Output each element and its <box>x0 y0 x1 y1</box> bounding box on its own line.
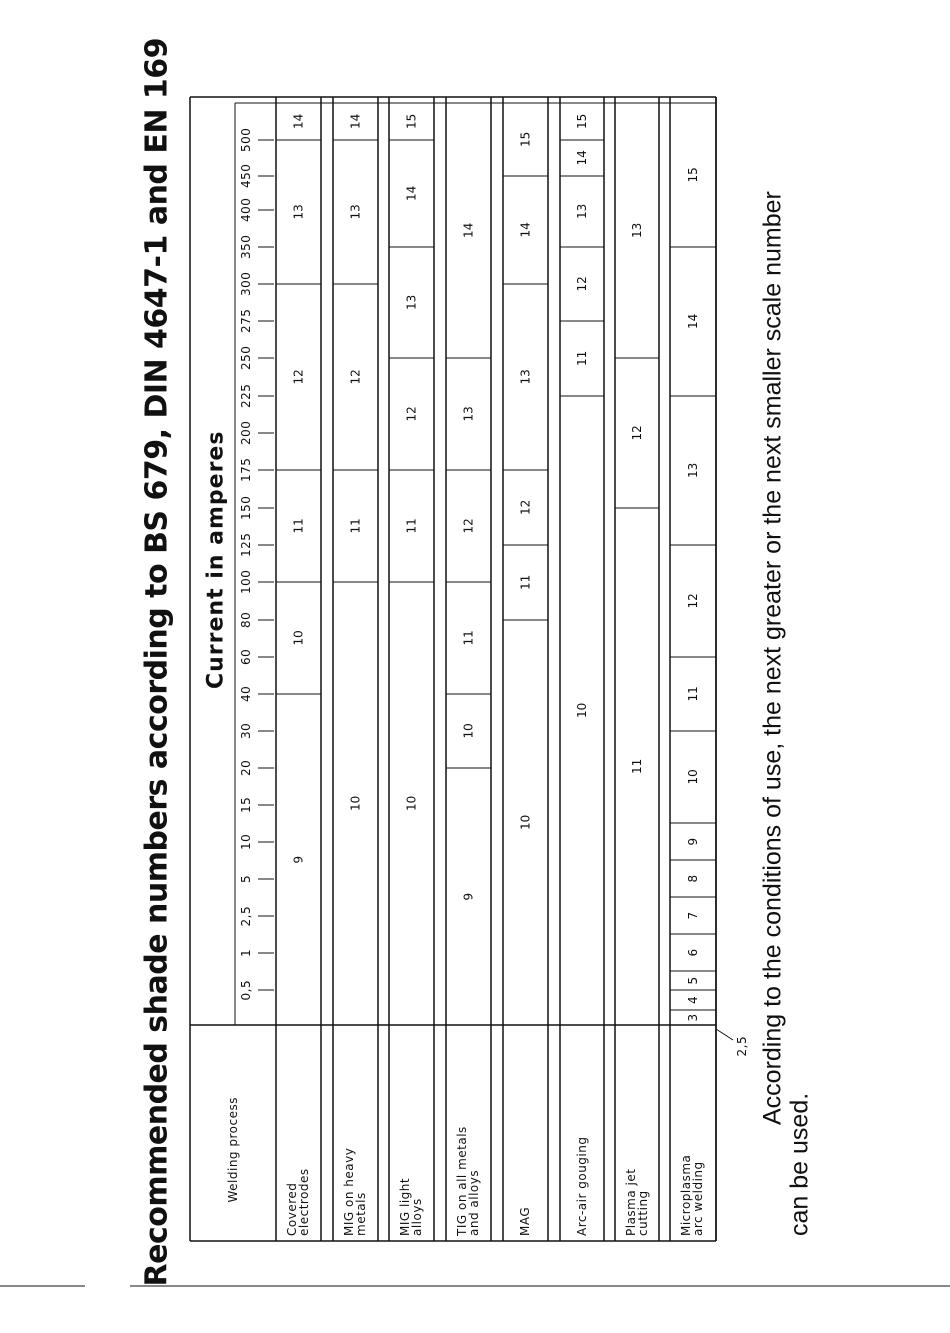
footnote-line-1: According to the conditions of use, the next greater or the next smaller scale number <box>758 191 787 1125</box>
footnote-line-2: can be used. <box>785 1092 814 1236</box>
shade-number: 14 <box>575 150 589 166</box>
shade-number: 11 <box>291 518 306 534</box>
shade-number: 5 <box>686 976 700 985</box>
shade-number: 13 <box>630 222 644 238</box>
shade-number: 13 <box>404 294 419 310</box>
shade-number: 13 <box>686 462 700 478</box>
shade-number: 12 <box>461 518 476 534</box>
scale-label: 0,5 <box>239 979 253 1001</box>
shade-number: 11 <box>461 630 476 646</box>
scale-label: 20 <box>239 759 253 776</box>
shade-number: 9 <box>291 855 306 864</box>
shade-number: 10 <box>348 795 363 811</box>
process-label: Arc-air gouging <box>575 1136 589 1236</box>
scale-label: 225 <box>239 383 253 408</box>
shade-number: 15 <box>518 131 533 147</box>
shade-number: 9 <box>686 837 700 846</box>
shade-number: 15 <box>575 113 589 129</box>
scale-label: 400 <box>239 197 253 222</box>
current-header: Current in amperes <box>203 430 229 689</box>
scale-label: 125 <box>239 532 253 557</box>
shade-number: 14 <box>461 222 476 238</box>
shade-number: 10 <box>518 814 533 830</box>
process-label: MIG light alloys <box>398 1177 424 1236</box>
process-label: MIG on heavy metals <box>342 1147 368 1236</box>
scale-label: 175 <box>239 457 253 482</box>
shade-number: 10 <box>291 630 306 646</box>
scale-label: 350 <box>239 234 253 259</box>
shade-number: 13 <box>518 369 533 385</box>
shade-number: 13 <box>348 204 363 220</box>
shade-number: 10 <box>686 769 700 785</box>
shade-number: 12 <box>686 593 700 609</box>
shade-number: 11 <box>404 518 419 534</box>
shade-number: 11 <box>518 574 533 590</box>
pointer-line <box>716 1029 733 1040</box>
shade-number: 10 <box>404 795 419 811</box>
scale-label: 500 <box>239 127 253 152</box>
shade-number: 15 <box>686 167 700 183</box>
process-label: Microplasma arc welding <box>679 1154 705 1236</box>
shade-number: 14 <box>686 313 700 329</box>
shade-number: 12 <box>404 406 419 422</box>
shade-number: 3 <box>686 1013 700 1022</box>
scale-label: 10 <box>239 833 253 850</box>
process-label: Covered electrodes <box>285 1168 311 1236</box>
scale-label: 1 <box>239 948 253 957</box>
shade-number: 10 <box>461 723 476 739</box>
scale-label: 450 <box>239 163 253 188</box>
shade-number: 13 <box>575 203 589 219</box>
shade-number: 11 <box>575 350 589 366</box>
shade-number: 11 <box>630 758 644 774</box>
scale-label: 300 <box>239 271 253 296</box>
process-label: MAG <box>518 1206 532 1236</box>
shade-number: 12 <box>630 425 644 441</box>
scale-label: 250 <box>239 345 253 370</box>
shade-number: 13 <box>291 204 306 220</box>
shade-number: 12 <box>518 499 533 515</box>
shade-number: 6 <box>686 948 700 957</box>
shade-number: 11 <box>348 518 363 534</box>
shade-number: 9 <box>461 892 476 901</box>
shade-number: 7 <box>686 911 700 920</box>
shade-number: 14 <box>404 185 419 201</box>
scale-label: 150 <box>239 495 253 520</box>
scale-label: 200 <box>239 420 253 445</box>
page-title: Recommended shade numbers according to BS 679, DIN 4647-1 and EN 169 <box>139 37 175 1287</box>
scale-label: 2,5 <box>239 905 253 927</box>
scale-label: 15 <box>239 796 253 813</box>
scale-label: 80 <box>239 611 253 628</box>
shade-number: 8 <box>686 874 700 883</box>
shade-number: 11 <box>686 686 700 702</box>
shade-number: 13 <box>461 406 476 422</box>
shade-number: 10 <box>575 702 589 718</box>
shade-number: 4 <box>686 996 700 1004</box>
scale-label: 40 <box>239 685 253 702</box>
scale-label: 30 <box>239 722 253 739</box>
scale-label: 5 <box>239 874 253 883</box>
scale-label: 60 <box>239 648 253 665</box>
small-scale-label: 2,5 <box>735 1035 749 1057</box>
process-label: Plasma jet cutting <box>624 1168 650 1236</box>
shade-number: 12 <box>575 276 589 292</box>
shade-number: 14 <box>518 222 533 238</box>
shade-number: 12 <box>348 369 363 385</box>
scale-label: 275 <box>239 308 253 333</box>
shade-number: 14 <box>348 113 363 129</box>
welding-process-header: Welding process <box>226 1097 240 1203</box>
shade-number: 15 <box>404 113 419 129</box>
process-label: TIG on all metals and alloys <box>455 1126 481 1236</box>
shade-number: 14 <box>291 113 306 129</box>
shade-number: 12 <box>291 369 306 385</box>
scale-label: 100 <box>239 569 253 594</box>
